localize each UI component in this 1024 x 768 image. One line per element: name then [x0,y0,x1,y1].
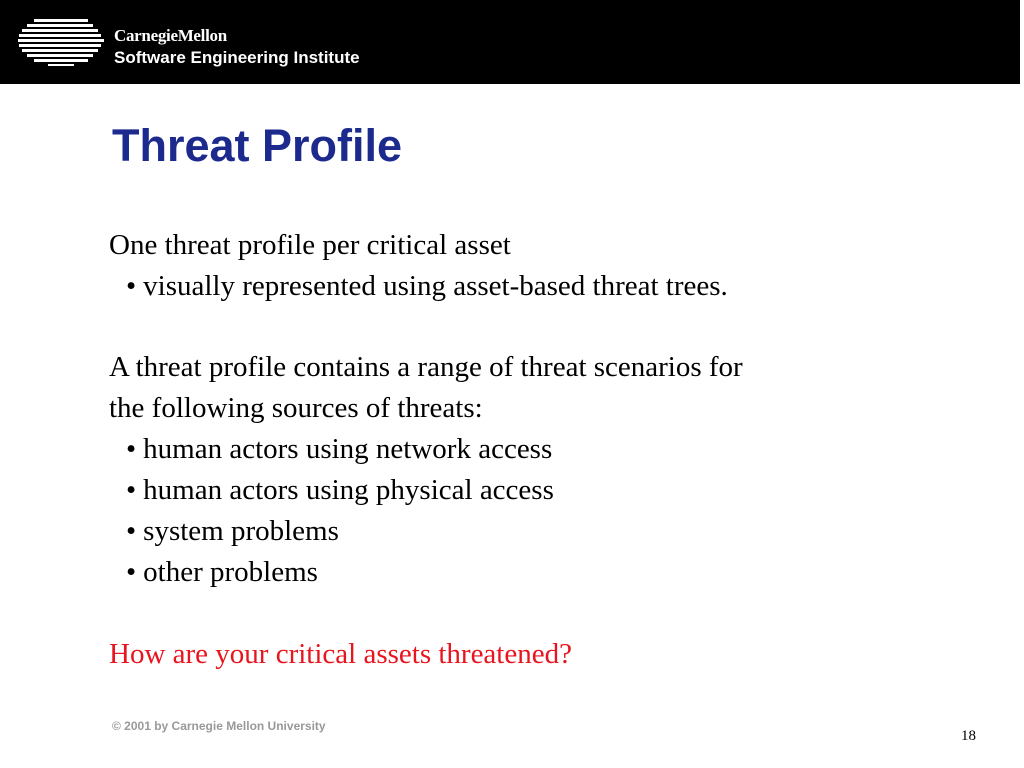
bullet-item [109,552,743,593]
paragraph-line: One threat profile per critical asset [109,229,511,261]
body-paragraph-1 [109,225,728,307]
closing-question: How are your critical assets threatened? [109,638,572,670]
bullet-text: human actors using physical access [143,474,554,506]
page-number: 18 [961,728,976,744]
header-bar [0,0,1020,84]
bullet-item [109,429,743,470]
bullet-text: system problems [143,515,339,547]
organization-name: CarnegieMellon [114,26,227,45]
bullet-item [109,511,743,552]
bullet-item [109,266,728,307]
bullet-symbol: • [126,474,137,506]
bullet-text: human actors using network access [143,433,553,465]
bullet-symbol: • [126,433,137,465]
copyright-notice: © 2001 by Carnegie Mellon University [112,719,326,733]
bullet-symbol: • [126,270,137,302]
paragraph-line: the following sources of threats: [109,392,483,424]
institute-name: Software Engineering Institute [114,48,360,67]
body-paragraph-2 [109,347,743,593]
slide-title: Threat Profile [112,120,403,171]
sei-striped-globe-icon [18,17,104,67]
bullet-text: other problems [143,556,318,588]
bullet-symbol: • [126,556,137,588]
bullet-item [109,470,743,511]
header-edge [1020,0,1024,84]
bullet-symbol: • [126,515,137,547]
bullet-text: visually represented using asset-based threat trees. [143,270,728,302]
paragraph-line: A threat profile contains a range of threat scenarios for [109,351,743,383]
